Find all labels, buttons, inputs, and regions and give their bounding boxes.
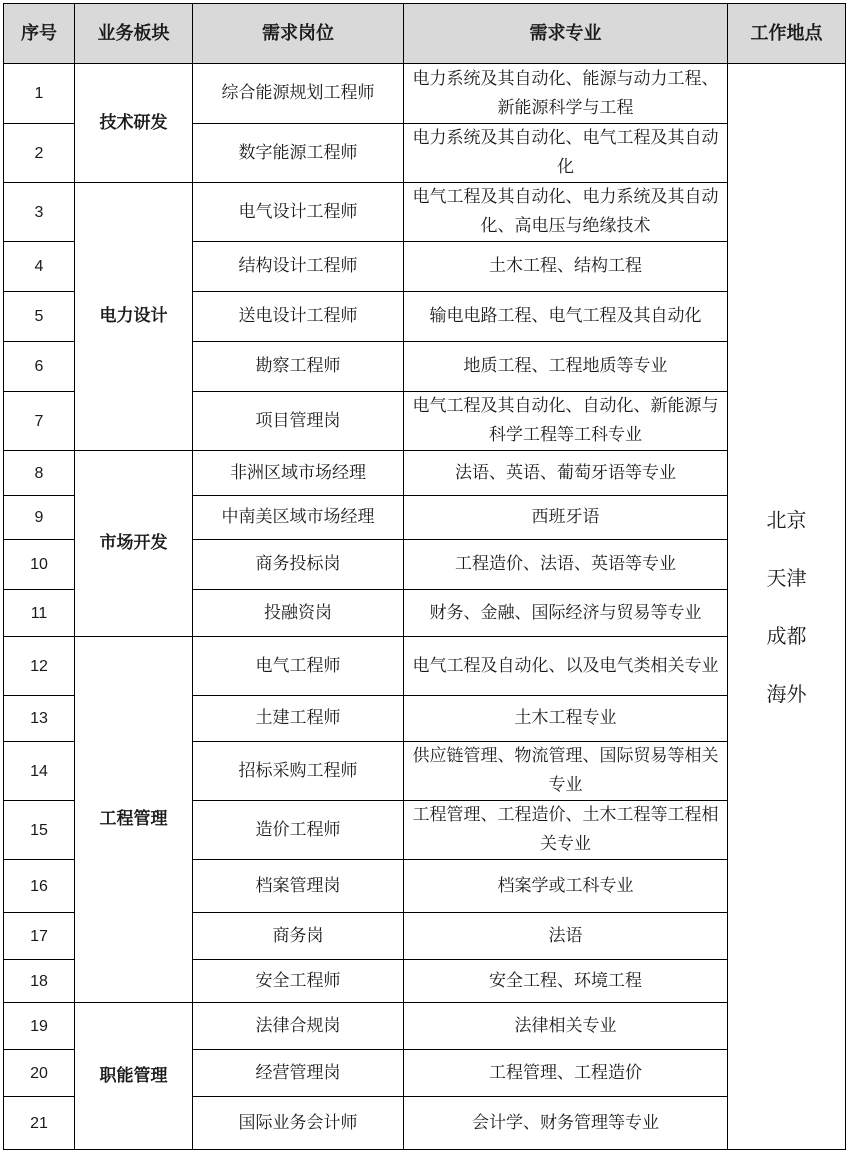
major-cell: 财务、金融、国际经济与贸易等专业 (404, 590, 728, 637)
header-major: 需求专业 (404, 4, 728, 64)
position-cell: 综合能源规划工程师 (193, 64, 404, 124)
seq-cell: 16 (4, 860, 75, 913)
major-cell: 工程管理、工程造价 (404, 1050, 728, 1097)
seq-cell: 9 (4, 496, 75, 540)
position-cell: 造价工程师 (193, 801, 404, 860)
sector-cell: 市场开发 (75, 451, 193, 637)
position-cell: 非洲区域市场经理 (193, 451, 404, 496)
position-cell: 商务投标岗 (193, 540, 404, 590)
header-position: 需求岗位 (193, 4, 404, 64)
sector-cell: 职能管理 (75, 1003, 193, 1150)
sector-cell: 工程管理 (75, 637, 193, 1003)
position-cell: 中南美区域市场经理 (193, 496, 404, 540)
location-item: 海外 (766, 681, 807, 706)
table-row (4, 451, 846, 496)
seq-cell: 12 (4, 637, 75, 696)
seq-cell: 14 (4, 742, 75, 801)
position-cell: 招标采购工程师 (193, 742, 404, 801)
seq-cell: 21 (4, 1097, 75, 1150)
major-cell: 安全工程、环境工程 (404, 960, 728, 1003)
seq-cell: 6 (4, 342, 75, 392)
sector-cell: 技术研发 (75, 64, 193, 183)
seq-cell: 11 (4, 590, 75, 637)
position-cell: 数字能源工程师 (193, 124, 404, 183)
seq-cell: 20 (4, 1050, 75, 1097)
position-cell: 投融资岗 (193, 590, 404, 637)
table-row (4, 183, 846, 242)
position-cell: 商务岗 (193, 913, 404, 960)
seq-cell: 2 (4, 124, 75, 183)
position-cell: 经营管理岗 (193, 1050, 404, 1097)
location-item: 天津 (766, 565, 807, 590)
seq-cell: 4 (4, 242, 75, 292)
major-cell: 西班牙语 (404, 496, 728, 540)
major-cell: 土木工程、结构工程 (404, 242, 728, 292)
major-cell: 法律相关专业 (404, 1003, 728, 1050)
seq-cell: 13 (4, 696, 75, 742)
position-cell: 国际业务会计师 (193, 1097, 404, 1150)
position-cell: 档案管理岗 (193, 860, 404, 913)
seq-cell: 17 (4, 913, 75, 960)
position-cell: 送电设计工程师 (193, 292, 404, 342)
sector-cell: 电力设计 (75, 183, 193, 451)
major-cell: 电力系统及其自动化、电气工程及其自动化 (404, 124, 728, 183)
seq-cell: 15 (4, 801, 75, 860)
table-row (4, 64, 846, 124)
position-cell: 电气设计工程师 (193, 183, 404, 242)
seq-cell: 1 (4, 64, 75, 124)
header-location: 工作地点 (728, 4, 846, 64)
seq-cell: 7 (4, 392, 75, 451)
major-cell: 输电电路工程、电气工程及其自动化 (404, 292, 728, 342)
seq-cell: 19 (4, 1003, 75, 1050)
position-cell: 项目管理岗 (193, 392, 404, 451)
major-cell: 档案学或工科专业 (404, 860, 728, 913)
major-cell: 工程管理、工程造价、土木工程等工程相关专业 (404, 801, 728, 860)
position-cell: 电气工程师 (193, 637, 404, 696)
major-cell: 法语、英语、葡萄牙语等专业 (404, 451, 728, 496)
position-cell: 土建工程师 (193, 696, 404, 742)
seq-cell: 18 (4, 960, 75, 1003)
header-sector: 业务板块 (75, 4, 193, 64)
header-row (4, 4, 846, 64)
position-cell: 结构设计工程师 (193, 242, 404, 292)
table-row (4, 637, 846, 696)
position-cell: 勘察工程师 (193, 342, 404, 392)
position-cell: 安全工程师 (193, 960, 404, 1003)
major-cell: 电力系统及其自动化、能源与动力工程、新能源科学与工程 (404, 64, 728, 124)
major-cell: 供应链管理、物流管理、国际贸易等相关专业 (404, 742, 728, 801)
recruitment-table (3, 3, 846, 1150)
seq-cell: 5 (4, 292, 75, 342)
location-item: 成都 (766, 623, 807, 648)
table-row (4, 1003, 846, 1050)
major-cell: 法语 (404, 913, 728, 960)
major-cell: 工程造价、法语、英语等专业 (404, 540, 728, 590)
major-cell: 电气工程及其自动化、电力系统及其自动化、高电压与绝缘技术 (404, 183, 728, 242)
major-cell: 地质工程、工程地质等专业 (404, 342, 728, 392)
location-cell (728, 64, 846, 1150)
major-cell: 电气工程及其自动化、自动化、新能源与科学工程等工科专业 (404, 392, 728, 451)
seq-cell: 3 (4, 183, 75, 242)
header-seq: 序号 (4, 4, 75, 64)
seq-cell: 8 (4, 451, 75, 496)
location-item: 北京 (766, 507, 807, 532)
major-cell: 土木工程专业 (404, 696, 728, 742)
position-cell: 法律合规岗 (193, 1003, 404, 1050)
seq-cell: 10 (4, 540, 75, 590)
major-cell: 会计学、财务管理等专业 (404, 1097, 728, 1150)
major-cell: 电气工程及自动化、以及电气类相关专业 (404, 637, 728, 696)
